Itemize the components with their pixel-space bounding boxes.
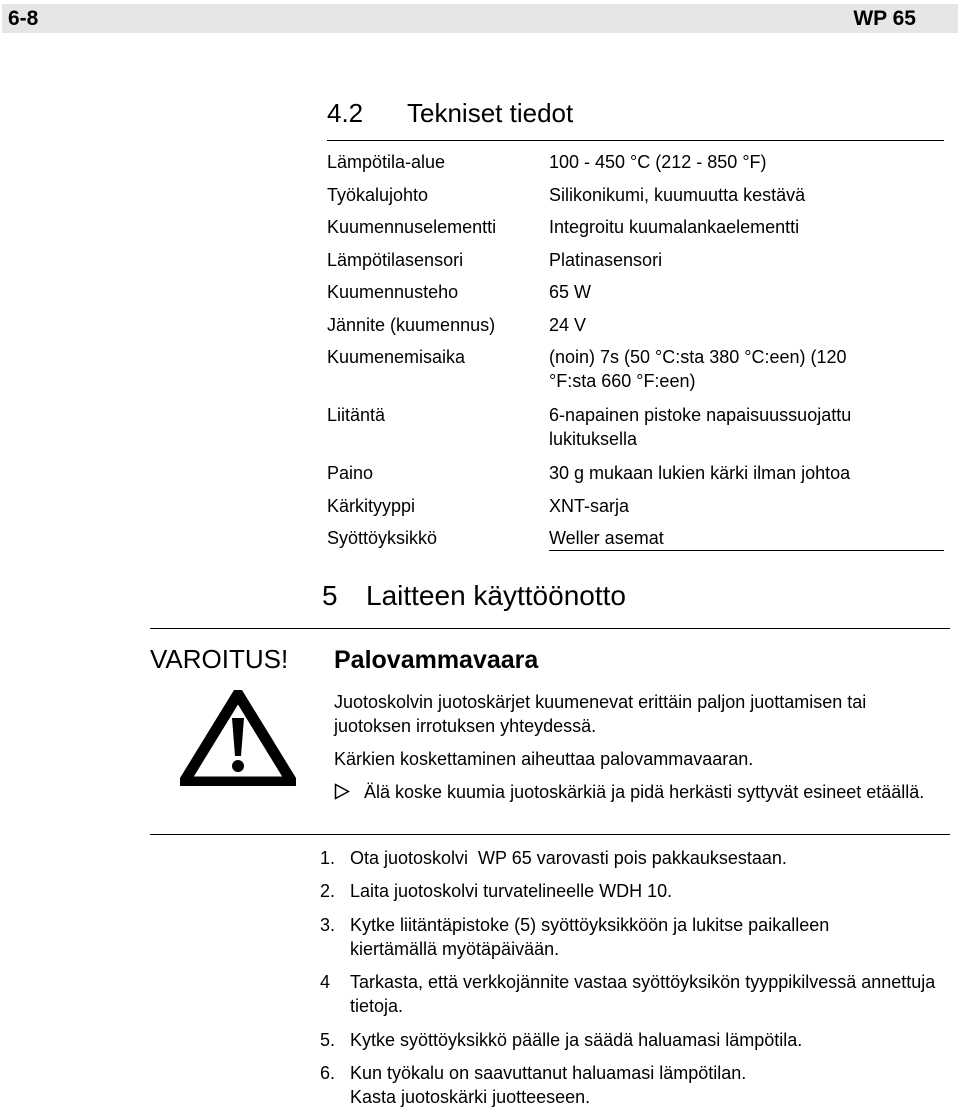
bullet-arrow-icon: [334, 783, 350, 800]
document-title: WP 65: [853, 7, 916, 30]
step-text: Kasta juotoskärki juotteeseen.: [350, 1087, 591, 1107]
section-title: Tekniset tiedot: [407, 98, 574, 128]
spec-label: Lämpötila-alue: [327, 152, 446, 172]
list-item: [320, 1061, 940, 1109]
spec-label: Kuumennusteho: [327, 282, 459, 302]
spec-value: 65 W: [549, 282, 592, 302]
spec-value: 6-napainen pistoke napaisuussuojattu lukituksella: [549, 405, 852, 449]
warning-paragraph: Kärkien koskettaminen aiheuttaa palovammavaaran.: [334, 749, 754, 769]
section-title: Laitteen käyttöönotto: [366, 580, 626, 611]
section-number: 4.2: [327, 98, 364, 128]
section-rule: [150, 628, 950, 629]
spec-value: Integroitu kuumalankaelementti: [549, 217, 800, 237]
step-text: Kun työkalu on saavuttanut haluamasi lämpötilan.: [350, 1063, 747, 1083]
spec-label: Työkalujohto: [327, 185, 429, 205]
warning-triangle-icon: [180, 690, 296, 786]
step-text: Laita juotoskolvi turvatelineelle WDH 10.: [350, 881, 673, 901]
spec-value: 30 g mukaan lukien kärki ilman johtoa: [549, 463, 851, 483]
list-item: [320, 913, 910, 961]
spec-label: Jännite (kuumennus): [327, 315, 496, 335]
spec-value: Weller asemat: [549, 528, 664, 548]
spec-value: 100 - 450 °C (212 - 850 °F): [549, 152, 767, 172]
spec-label: Lämpötilasensori: [327, 250, 464, 270]
spec-value: Platinasensori: [549, 250, 663, 270]
spec-label: Kärkityyppi: [327, 496, 416, 516]
section-number: 5: [322, 580, 338, 611]
warning-bullet: [334, 780, 944, 804]
step-text: Tarkasta, että verkkojännite vastaa syöttöyksikön tyyppikilvessä annettuja tietoja.: [350, 972, 936, 1016]
section-heading-5: [322, 580, 626, 612]
spec-label: Syöttöyksikkö: [327, 528, 438, 548]
spec-value: 24 V: [549, 315, 587, 335]
step-text: Kytke liitäntäpistoke (5) syöttöyksikköön ja lukitse paikalleen kiertämällä myötäpäivään.: [350, 915, 830, 959]
list-item: [320, 879, 940, 903]
step-number: 6.: [320, 1063, 336, 1083]
page-number: 6-8: [8, 7, 39, 30]
spec-label: Kuumenemisaika: [327, 347, 466, 367]
list-item: [320, 1028, 940, 1052]
spec-label: Kuumennuselementti: [327, 217, 497, 237]
warning-paragraph: Juotoskolvin juotoskärjet kuumenevat erittäin paljon juottamisen tai juotoksen irrotuksen yhteydessä.: [334, 692, 867, 736]
table-bottom-rule: [549, 550, 944, 551]
spec-value: Silikonikumi, kuumuutta kestävä: [549, 185, 806, 205]
step-text: Ota juotoskolvi WP 65 varovasti pois pakkauksestaan.: [350, 848, 787, 868]
step-number: 3.: [320, 915, 336, 935]
step-text: Kytke syöttöyksikkö päälle ja säädä haluamasi lämpötila.: [350, 1030, 803, 1050]
warning-bullet-text: Älä koske kuumia juotoskärkiä ja pidä herkästi syttyvät esineet etäällä.: [364, 782, 925, 802]
spec-label: Liitäntä: [327, 405, 386, 425]
list-item: [320, 846, 940, 870]
spec-value: (noin) 7s (50 °C:sta 380 °C:een) (120 °F:sta 660 °F:een): [549, 347, 847, 391]
step-number: 1.: [320, 848, 336, 868]
warning-bottom-rule: [150, 834, 950, 835]
step-number: 4: [320, 972, 331, 992]
page-header: [2, 4, 958, 33]
section-heading-4-2: [327, 98, 573, 129]
list-item: [320, 970, 940, 1018]
step-number: 5.: [320, 1030, 336, 1050]
warning-label: VAROITUS!: [150, 644, 289, 674]
heading-rule: [327, 140, 944, 141]
step-number: 2.: [320, 881, 336, 901]
spec-label: Paino: [327, 463, 374, 483]
spec-value: XNT-sarja: [549, 496, 630, 516]
warning-title: Palovammavaara: [334, 646, 539, 674]
